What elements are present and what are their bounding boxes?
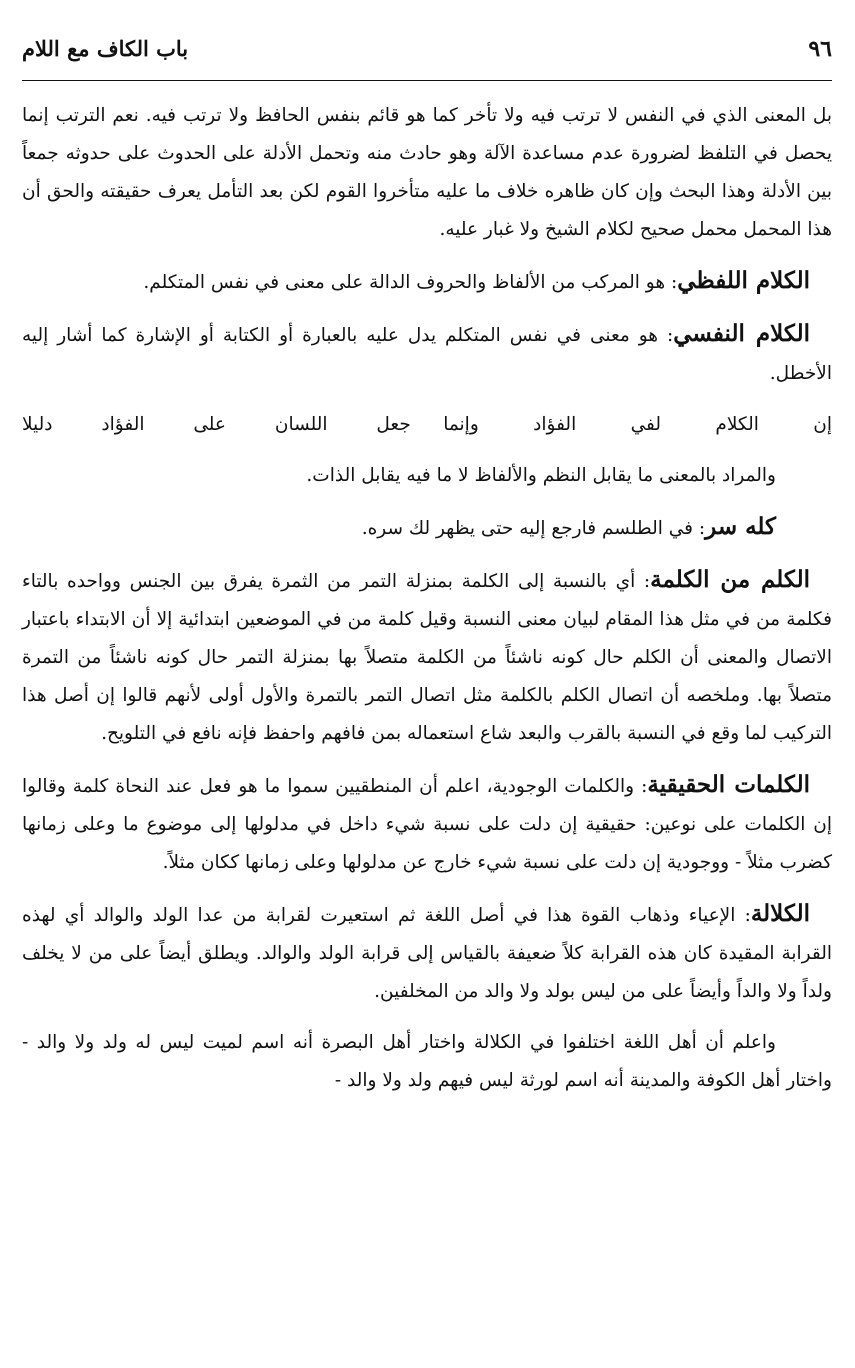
poem-first-hemistich: إن الكلام لفي الفؤاد وإنما (443, 414, 832, 435)
entry-text: : هو المركب من الألفاظ والحروف الدالة على معنى في نفس المتكلم. (143, 272, 678, 293)
entry-verbal-speech (22, 262, 832, 302)
entry-term: كله سر (705, 513, 776, 540)
chapter-title: باب الكاف مع اللام (22, 36, 189, 61)
entry-term: الكلام النفسي (673, 320, 810, 347)
page-body (22, 97, 832, 1100)
entry-real-words (22, 766, 832, 882)
book-page (22, 36, 832, 1100)
entry-text: : أي بالنسبة إلى الكلمة بمنزلة التمر من الثمرة يفرق بين الجنس وواحده بالتاء فكلمة من في مثل هذا المقام لبيان معنى النسبة وقيل كلمة من في الموضعين ابتدائية إلا أن الابتداء باعتبار الاتصال والمعنى أن الكلم حال كونه ناشئاً من الكلمة متصلاً بها بمنزلة التمر حال كونه ناشئاً من التمرة متصلاً بها. وملخصه أن اتصال الكلم بالكلمة مثل اتصال التمر بالتمرة والأول أولى لأنهم قالوا إن أصل هذا التركيب لما وقع في النسبة بالقرب والبعد شاع استعماله بمن فافهم واحفظ فإنه نافع في التلويح. (22, 571, 832, 744)
entry-term: الكلمات الحقيقية (647, 771, 810, 798)
poem-explanation: والمراد بالمعنى ما يقابل النظم والألفاظ لا ما فيه يقابل الذات. (306, 465, 776, 486)
running-header (22, 36, 832, 81)
entry-text: : الإعياء وذهاب القوة هذا في أصل اللغة ثم استعيرت لقرابة من عدا الولد والوالد أي لهذه القرابة المقيدة كان هذه القرابة كلاً ضعيفة بالقياس إلى قرابة الولد والوالد. ويطلق أيضاً على من لا يخلف ولداً ولا والداً وأيضاً على من ليس بولد ولا والد من المخلفين. (22, 905, 832, 1002)
poem-verse (22, 406, 832, 444)
entry-kalala (22, 895, 832, 1011)
entry-term: الكلام اللفظي (677, 267, 810, 294)
entry-term: الكلم من الكلمة (650, 566, 810, 593)
closing-paragraph: واعلم أن أهل اللغة اختلفوا في الكلالة واختار أهل البصرة أنه اسم لميت ليس له ولد ولا والد - واختار أهل الكوفة والمدينة أنه اسم لورثة ليس فيهم ولد ولا والد - (22, 1032, 832, 1091)
entry-text: : هو معنى في نفس المتكلم يدل عليه بالعبارة أو الكتابة أو الإشارة كما أشار إليه الأخطل. (22, 325, 832, 384)
entry-text: : في الطلسم فارجع إليه حتى يظهر لك سره. (361, 518, 706, 539)
poem-second-hemistich: جعل اللسان على الفؤاد دليلا (22, 414, 411, 435)
entry-words-from-word (22, 561, 832, 753)
continuation-paragraph: بل المعنى الذي في النفس لا ترتب فيه ولا تأخر كما هو قائم بنفس الحافظ ولا ترتب فيه. نعم الترتب إنما يحصل في التلفظ لضرورة عدم مساعدة الآلة وهو حادث منه وتحمل الأدلة على الحدوث على حدوثه جمعاً بين الأدلة وهذا البحث وإن كان ظاهره خلاف ما عليه متأخروا القوم لكن بعد التأمل يعرف حقيقته والحق أن هذا المحمل محمل صحيح لكلام الشيخ ولا غبار عليه. (22, 105, 832, 240)
entry-all-secret (22, 508, 832, 548)
page-number: ٩٦ (808, 36, 832, 62)
entry-text: : والكلمات الوجودية، اعلم أن المنطقيين سموا ما هو فعل عند النحاة كلمة وقالوا إن الكلمات على نوعين: حقيقية إن دلت على نسبة شيء داخل في مدلولها إلى موضوع ما وعلى زمانها كضرب مثلاً - ووجودية إن دلت على نسبة شيء خارج عن مدلولها وعلى زمانها ككان مثلاً. (22, 776, 832, 873)
entry-inner-speech (22, 315, 832, 393)
entry-term: الكلالة (750, 900, 810, 927)
